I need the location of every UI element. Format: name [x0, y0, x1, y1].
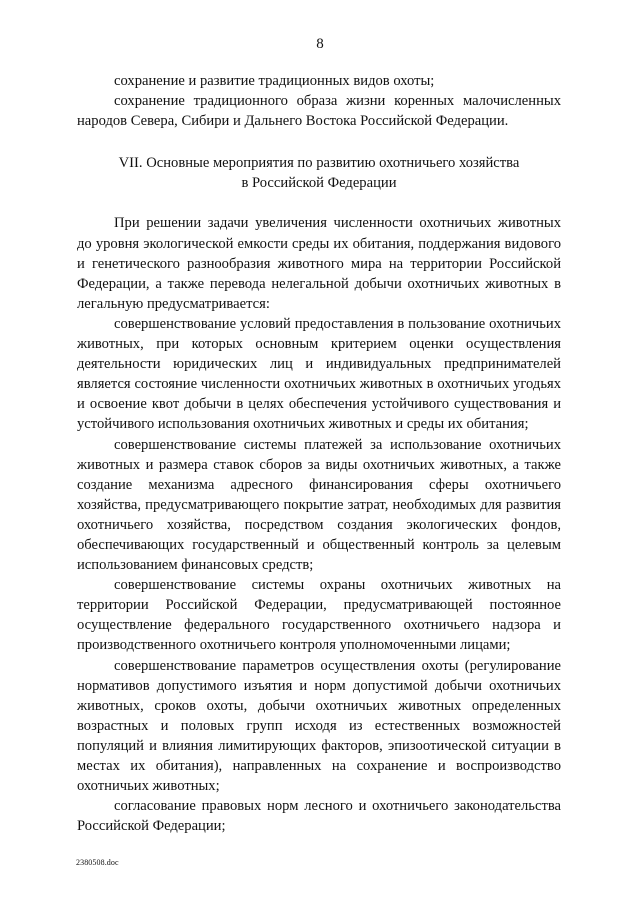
section-heading-line: VII. Основные мероприятия по развитию охотничьего хозяйства [118, 155, 520, 172]
measure-item: совершенствование параметров осуществления охоты (регулирование нормативов допустимого изъятия и норм допустимой добычи охотничьих животных, сроков охоты, добычи охотничьих животных определенных возрастных и половых групп исходя из естественных возможностей популяций и влияния лимитирующих факторов, эпизоотической ситуации в местах их обитания), направленных на сохранение и воспроизводство охотничьих животных; [77, 657, 561, 795]
page-number: 8 [316, 36, 324, 52]
measure-item: совершенствование системы охраны охотничьих животных на территории Российской Федерации, предусматривающей постоянное осуществление федерального государственного охотничьего надзора и производственного охотничьего контроля уполномоченными лицами; [77, 577, 561, 654]
measure-item: согласование правовых норм лесного и охотничьего законодательства Российской Федерации; [77, 798, 561, 835]
section-heading-line: в Российской Федерации [241, 175, 397, 192]
section-heading [77, 153, 561, 193]
intro-item: сохранение традиционного образа жизни коренных малочисленных народов Севера, Сибири и Дальнего Востока Российской Федерации. [77, 93, 561, 130]
measure-item: совершенствование системы платежей за использование охотничьих животных и размера ставок сборов за виды охотничьих животных, а также создание механизма адресного финансирования сферы охотничьего хозяйства, предусматривающего покрытие затрат, необходимых для развития охотничьего хозяйства, посредством создания экологических фондов, обеспечивающих государственный и общественный контроль за целевым использованием финансовых средств; [77, 436, 561, 574]
lead-paragraph: При решении задачи увеличения численности охотничьих животных до уровня экологической емкости среды их обитания, поддержания видового и генетического разнообразия животного мира на территории Российской Федерации, а также перевода нелегальной добычи охотничьих животных в легальную предусматривается: [77, 215, 561, 312]
document-filename: 2380508.doc [76, 858, 119, 867]
measure-item: совершенствование условий предоставления в пользование охотничьих животных, при которых основным критерием оценки осуществления деятельности юридических лиц и индивидуальных предпринимателей является состояние численности охотничьих животных в охотничьих угодьях и освоение квот добычи в целях обеспечения устойчивого существования и устойчивого использования охотничьих животных и среды их обитания; [77, 315, 561, 433]
document-body [77, 71, 561, 836]
intro-item: сохранение и развитие традиционных видов охоты; [114, 73, 435, 89]
